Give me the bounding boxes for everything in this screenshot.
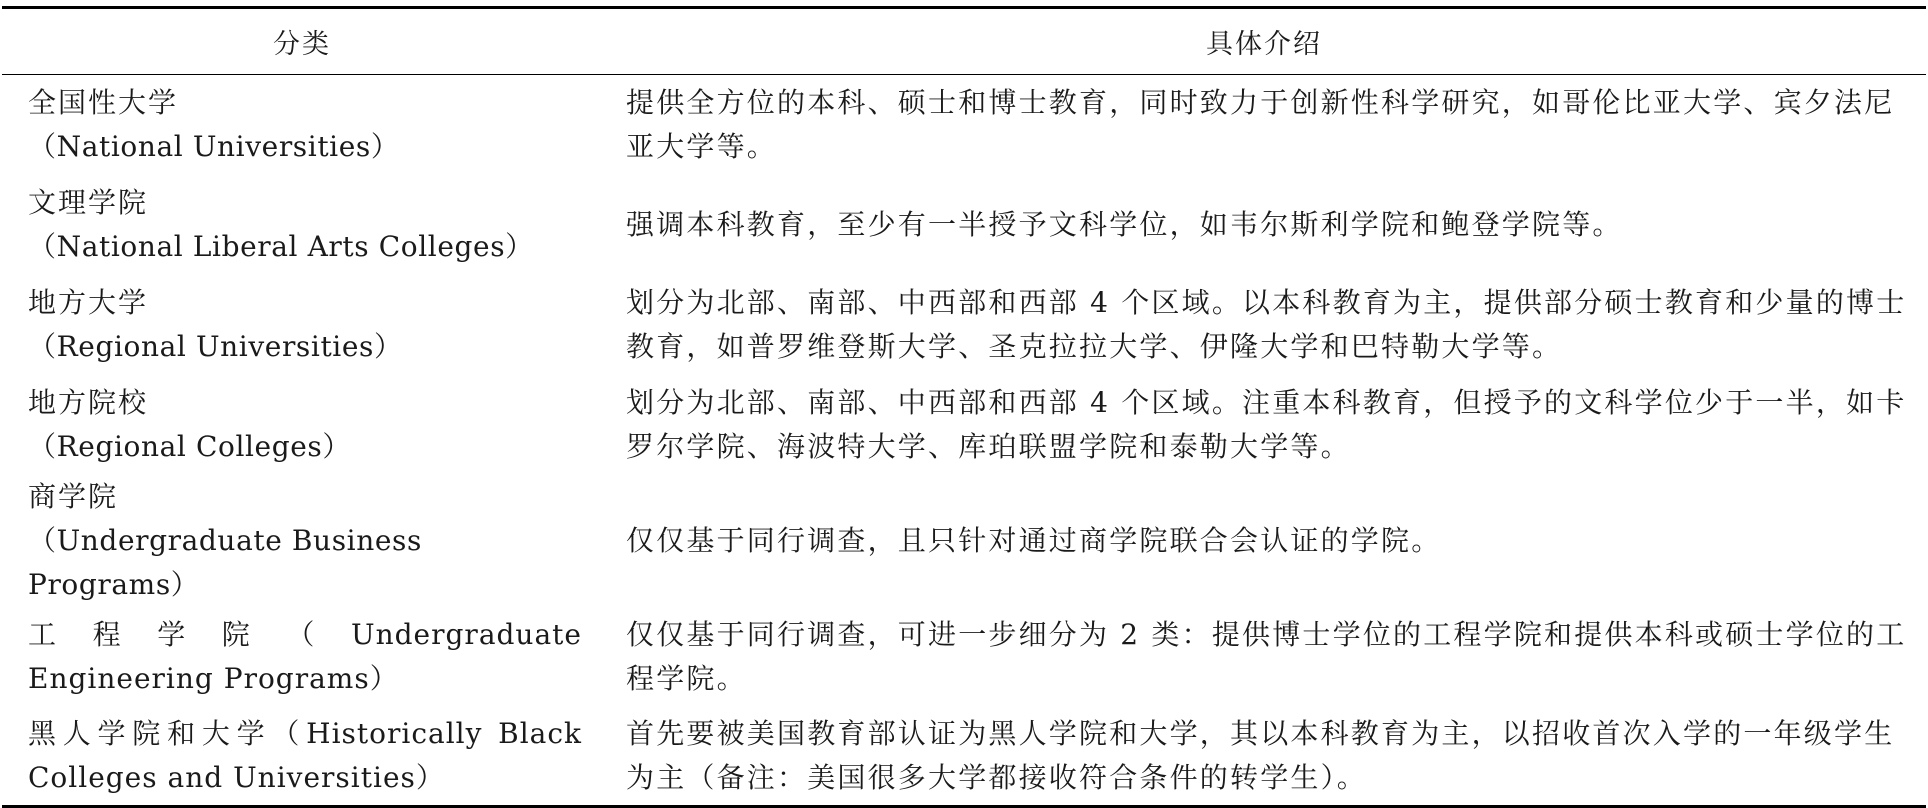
- category-cell: [2, 75, 602, 175]
- category-cell: [2, 375, 602, 475]
- category-cell: [2, 475, 602, 607]
- table-row: [2, 375, 1926, 475]
- category-cell: [2, 175, 602, 275]
- category-name-en: （National Universities）: [28, 129, 400, 163]
- header-row: [2, 8, 1926, 75]
- category-name-cn: 商学院: [28, 479, 119, 513]
- category-name-en: （Regional Colleges）: [28, 429, 351, 463]
- description-cell: 仅仅基于同行调查，且只针对通过商学院联合会认证的学院。: [626, 523, 1442, 557]
- category-name-en: （National Liberal Arts Colleges）: [28, 229, 534, 263]
- description-cell: 提供全方位的本科、硕士和博士教育，同时致力于创新性科学研究，如哥伦比亚大学、宾夕法尼亚大学等。: [626, 85, 1895, 163]
- category-cell: [2, 275, 602, 375]
- category-name-cn: 全国性大学: [28, 85, 179, 119]
- description-cell: 划分为北部、南部、中西部和西部 4 个区域。注重本科教育，但授予的文科学位少于一半，如卡罗尔学院、海波特大学、库珀联盟学院和泰勒大学等。: [626, 385, 1907, 463]
- table-row: [2, 707, 1926, 807]
- description-cell: 强调本科教育，至少有一半授予文科学位，如韦尔斯利学院和鲍登学院等。: [626, 207, 1623, 241]
- table-row: [2, 175, 1926, 275]
- table-row: [2, 475, 1926, 607]
- category-name-cn: 地方院校: [28, 385, 149, 419]
- category-name-en: （Regional Universities）: [28, 329, 403, 363]
- category-cell: 黑人学院和大学（Historically Black Colleges and Universities）: [2, 707, 602, 807]
- table-header: [2, 8, 1926, 75]
- category-name-cn: 文理学院: [28, 185, 149, 219]
- header-description: 具体介绍: [602, 8, 1926, 75]
- table-row: [2, 75, 1926, 175]
- table-row: [2, 275, 1926, 375]
- description-cell: 首先要被美国教育部认证为黑人学院和大学，其以本科教育为主，以招收首次入学的一年级学生为主（备注：美国很多大学都接收符合条件的转学生）。: [602, 707, 1926, 807]
- category-cell: 工程学院（Undergraduate Engineering Programs）: [28, 617, 582, 695]
- category-name-en: （Undergraduate Business Programs）: [28, 523, 422, 601]
- header-category: 分类: [2, 8, 602, 75]
- table-row: [2, 607, 1926, 707]
- description-cell: 仅仅基于同行调查，可进一步细分为 2 类：提供博士学位的工程学院和提供本科或硕士学位的工程学院。: [626, 617, 1907, 695]
- description-cell: 划分为北部、南部、中西部和西部 4 个区域。以本科教育为主，提供部分硕士教育和少量的博士教育，如普罗维登斯大学、圣克拉拉大学、伊隆大学和巴特勒大学等。: [626, 285, 1907, 363]
- university-classification-table: [2, 6, 1926, 808]
- category-name-cn: 地方大学: [28, 285, 149, 319]
- table-body: [2, 75, 1926, 807]
